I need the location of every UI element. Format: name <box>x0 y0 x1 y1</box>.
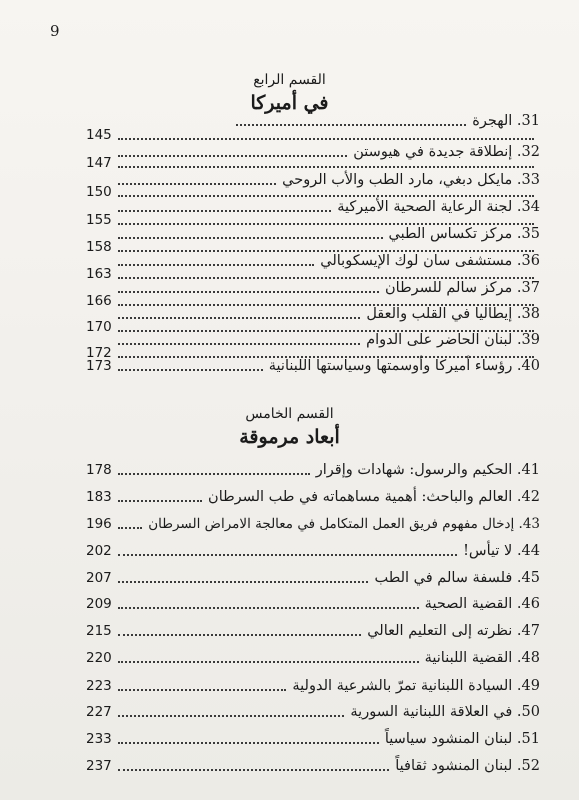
dot-leader <box>118 634 361 636</box>
toc-entry-page: 155 <box>86 212 112 228</box>
dot-leader <box>118 689 287 691</box>
toc-entry-title: 49. السيادة اللبنانية تمرّ بالشرعية الدولية <box>292 678 540 694</box>
toc-entry-page: 196 <box>86 516 112 532</box>
toc-entry[interactable] <box>86 752 540 776</box>
toc-entry-title: 47. نظرته إلى التعليم العالي <box>367 623 540 639</box>
dot-leader <box>118 607 419 609</box>
toc-entry-page: 172 <box>86 345 112 361</box>
toc-entry-title: 46. القضية الصحية <box>424 596 540 612</box>
toc-entry-page: 170 <box>86 319 112 335</box>
toc-entry-title: 45. فلسفة سالم في الطب <box>374 570 540 586</box>
section-subtitle: القسم الرابع <box>253 72 326 88</box>
toc-entry[interactable] <box>86 672 540 696</box>
toc-entry-title: 31. الهجرة <box>472 113 540 129</box>
toc-entry[interactable] <box>86 537 540 561</box>
toc-entry-title: 40. رؤساء أميركا وأوسمتها وسياستها اللبنانية <box>268 358 540 374</box>
toc-entry[interactable] <box>86 483 540 507</box>
toc-entry[interactable] <box>86 725 540 749</box>
dot-leader <box>118 581 369 583</box>
toc-entry-title: 39. لبنان الحاضر على الدوام <box>366 332 540 348</box>
toc-entry-page: 233 <box>86 731 112 747</box>
dot-leader <box>118 769 389 771</box>
toc-entry-page: 158 <box>86 239 112 255</box>
toc-entry-page: 163 <box>86 266 112 282</box>
toc-entry-title: 36. مستشفى سان لوك الإيسكوبالي <box>320 253 540 269</box>
section-subtitle: القسم الخامس <box>245 406 334 422</box>
dot-leader <box>118 554 457 556</box>
toc-entry[interactable] <box>86 590 540 614</box>
toc-entry-title: 43. إدخال مفهوم فريق العمل المتكامل في معالجة الامراض السرطان <box>148 516 540 532</box>
toc-entry-page: 145 <box>86 127 112 143</box>
toc-entry-title: 42. العالم والباحث: أهمية مساهماته في طب السرطان <box>208 489 540 505</box>
dot-leader <box>118 715 345 717</box>
toc-entry-page: 173 <box>86 358 112 374</box>
toc-entry-title: 48. القضية اللبنانية <box>424 650 540 666</box>
toc-entry-title: 34. لجنة الرعاية الصحية الأميركية <box>337 199 540 215</box>
toc-entry-page: 237 <box>86 758 112 774</box>
section-title: أبعاد مرموقة <box>239 426 340 448</box>
toc-entry-page: 150 <box>86 184 112 200</box>
toc-entry-title: 41. الحكيم والرسول: شهادات وإقرار <box>315 462 540 478</box>
dot-leader <box>118 527 142 529</box>
toc-entry-page: 147 <box>86 155 112 171</box>
toc-entry[interactable] <box>86 698 540 722</box>
toc-entry[interactable] <box>86 617 540 641</box>
toc-entry-page: 178 <box>86 462 112 478</box>
toc-entry-title: 51. لبنان المنشود سياسياً <box>384 731 540 747</box>
toc-entry-title: 35. مركز تكساس الطبي <box>388 226 540 242</box>
toc-entry[interactable] <box>86 352 540 376</box>
toc-entry-page: 215 <box>86 623 112 639</box>
toc-entry-title: 44. لا تيأس! <box>463 543 540 559</box>
toc-entry-title: 32. إنطلاقة جديدة في هيوستن <box>353 144 540 160</box>
toc-entry-page: 227 <box>86 704 112 720</box>
toc-entry-page: 202 <box>86 543 112 559</box>
toc-entry-title: 50. في العلاقة اللبنانية السورية <box>350 704 540 720</box>
toc-entry[interactable] <box>86 644 540 668</box>
section-title: في أميركا <box>250 92 329 114</box>
toc-entry-title: 37. مركز سالم للسرطان <box>385 280 540 296</box>
toc-entry-title: 52. لبنان المنشود ثقافياً <box>395 758 540 774</box>
toc-entry-page: 166 <box>86 293 112 309</box>
toc-entry[interactable] <box>86 564 540 588</box>
toc-entry[interactable] <box>86 456 540 480</box>
toc-entry-page: 183 <box>86 489 112 505</box>
dot-leader <box>118 742 379 744</box>
toc-entry-page: 207 <box>86 570 112 586</box>
toc-entry-title: 33. مايكل دبغي، مارد الطب والأب الروحي <box>282 172 540 188</box>
dot-leader <box>118 473 310 475</box>
dot-leader <box>118 500 202 502</box>
toc-entry-page: 220 <box>86 650 112 666</box>
toc-entry-page: 223 <box>86 678 112 694</box>
toc-entry-title: 38. إيطاليا في القلب والعقل <box>366 306 540 322</box>
dot-leader <box>118 661 419 663</box>
toc-entry-page: 209 <box>86 596 112 612</box>
page-number: 9 <box>50 22 60 40</box>
section-heading-5 <box>0 404 579 450</box>
toc-entry[interactable] <box>86 510 540 534</box>
dot-leader <box>118 369 263 371</box>
